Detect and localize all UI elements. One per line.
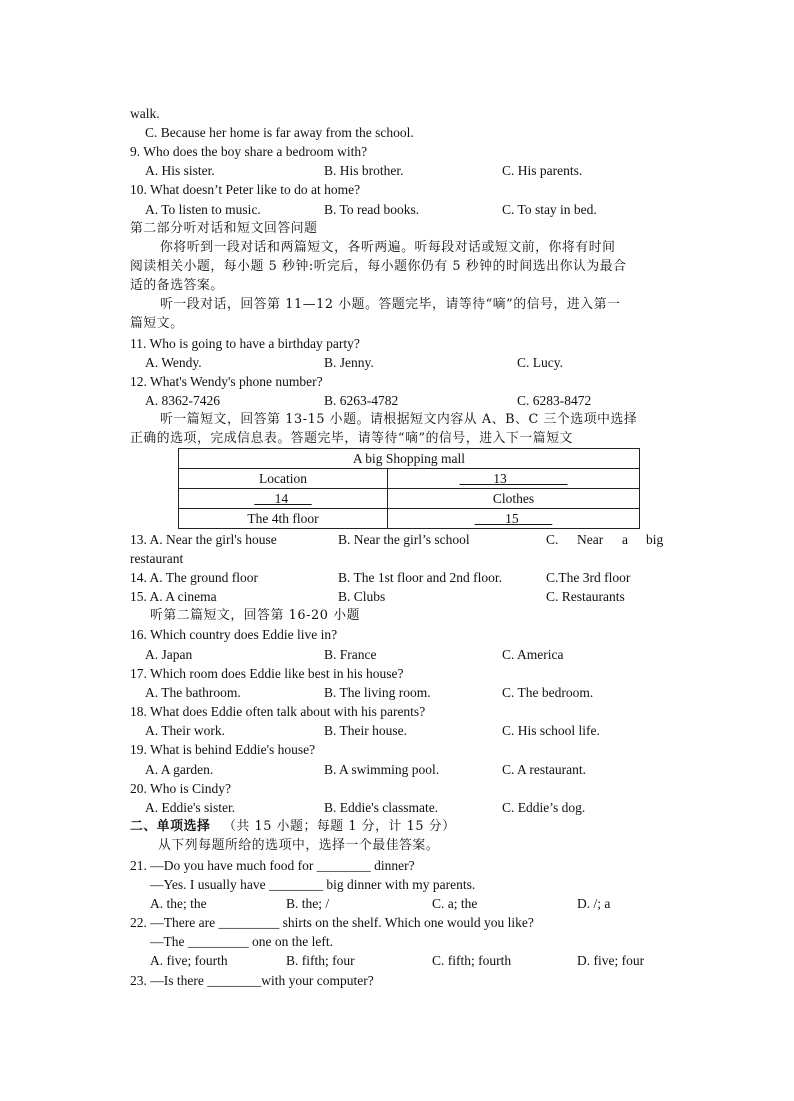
blank-15 — [475, 511, 553, 526]
option-b: B. His brother. — [324, 163, 404, 178]
option-c-word: big — [646, 532, 664, 547]
question-20: 20. Who is Cindy? — [130, 781, 231, 796]
table-cell-blank — [388, 509, 640, 529]
blank-14 — [254, 491, 311, 506]
option-a: A. five; fourth — [150, 953, 228, 968]
option-c: C. Lucy. — [517, 355, 563, 370]
option-a: A. A garden. — [145, 762, 214, 777]
part2-instructions: 阅读相关小题，每小题 5 秒钟:听完后，每小题你仍有 5 秒钟的时间选出你认为最合 — [130, 259, 627, 274]
option-c-label: C. — [546, 532, 559, 547]
info-table — [178, 448, 640, 529]
blank-13 — [460, 471, 568, 486]
part2-instructions: 适的备选答案。 — [130, 278, 224, 293]
option-b: B. To read books. — [324, 202, 420, 217]
question-9: 9. Who does the boy share a bedroom with? — [130, 144, 368, 159]
blank-number: 13 — [493, 470, 507, 486]
option-c: C. His parents. — [502, 163, 583, 178]
option-a: A. Wendy. — [145, 355, 202, 370]
question-19: 19. What is behind Eddie's house? — [130, 742, 316, 757]
option-a: A. Eddie's sister. — [145, 800, 236, 815]
option-b: B. the; / — [286, 896, 330, 911]
option-d: D. /; a — [577, 896, 611, 911]
option-b: B. Clubs — [338, 589, 386, 604]
option-c-word: Near — [577, 532, 604, 547]
option-c: C. a; the — [432, 896, 478, 911]
question-21-reply: —Yes. I usually have ________ big dinner with my parents. — [150, 877, 476, 892]
option-c: C. His school life. — [502, 723, 600, 738]
option-b: B. Near the girl’s school — [338, 532, 470, 547]
option-a: A. the; the — [150, 896, 207, 911]
text-line: walk. — [130, 106, 160, 121]
table-title: A big Shopping mall — [179, 449, 640, 469]
dialog-instructions: 听一段对话，回答第 11—12 小题。答题完毕，请等待“嘀”的信号，进入第一 — [160, 297, 621, 312]
option-a: A. Japan — [145, 647, 193, 662]
option-c-word: a — [622, 532, 628, 547]
part2-instructions: 你将听到一段对话和两篇短文，各听两遍。听每段对话或短文前，你将有时间 — [160, 240, 616, 255]
option-a: A. The bathroom. — [145, 685, 241, 700]
option-c: C. Eddie’s dog. — [502, 800, 586, 815]
option-c: C. To stay in bed. — [502, 202, 597, 217]
section-title: 二、单项选择 — [130, 819, 211, 834]
option-b: B. The living room. — [324, 685, 431, 700]
option-b: B. France — [324, 647, 377, 662]
option-c: C. A restaurant. — [502, 762, 586, 777]
option-b: B. Jenny. — [324, 355, 374, 370]
option-a: A. His sister. — [145, 163, 215, 178]
passage1-instructions: 正确的选项，完成信息表。答题完毕，请等待“嘀”的信号，进入下一篇短文 — [130, 431, 573, 446]
question-10: 10. What doesn’t Peter like to do at home? — [130, 182, 361, 197]
part2-title: 第二部分听对话和短文回答问题 — [130, 221, 318, 236]
option-a: A. 8362-7426 — [145, 393, 220, 408]
table-cell: Clothes — [388, 489, 640, 509]
blank-number: 15 — [505, 510, 519, 526]
option-c: C. America — [502, 647, 564, 662]
table-cell-blank — [179, 489, 388, 509]
option-c-word: restaurant — [130, 551, 184, 566]
question-18: 18. What does Eddie often talk about with his parents? — [130, 704, 426, 719]
dialog-instructions: 篇短文。 — [130, 316, 184, 331]
option-c: C. fifth; fourth — [432, 953, 512, 968]
section-instructions: 从下列每题所给的选项中，选择一个最佳答案。 — [158, 838, 440, 853]
question-17: 17. Which room does Eddie like best in his house? — [130, 666, 404, 681]
table-cell-blank — [388, 469, 640, 489]
table-cell: Location — [179, 469, 388, 489]
option-b: B. fifth; four — [286, 953, 355, 968]
option-a: A. To listen to music. — [145, 202, 261, 217]
option-a: 15. A. A cinema — [130, 589, 217, 604]
question-21: 21. —Do you have much food for ________ dinner? — [130, 858, 415, 873]
option-c: C. 6283-8472 — [517, 393, 592, 408]
question-12: 12. What's Wendy's phone number? — [130, 374, 323, 389]
table-cell: The 4th floor — [179, 509, 388, 529]
option-a: 14. A. The ground floor — [130, 570, 258, 585]
option-b: B. Their house. — [324, 723, 407, 738]
option-d: D. five; four — [577, 953, 645, 968]
blank-number: 14 — [274, 490, 289, 506]
option-b: B. 6263-4782 — [324, 393, 399, 408]
option-a: 13. A. Near the girl's house — [130, 532, 277, 547]
section-heading — [130, 817, 456, 836]
option-c: C.The 3rd floor — [546, 570, 631, 585]
question-23: 23. —Is there ________with your computer? — [130, 973, 374, 988]
option-c: C. Restaurants — [546, 589, 625, 604]
question-16: 16. Which country does Eddie live in? — [130, 627, 338, 642]
question-11: 11. Who is going to have a birthday party? — [130, 336, 360, 351]
section-note: （共 15 小题；每题 1 分，计 15 分） — [223, 819, 456, 834]
question-22: 22. —There are _________ shirts on the shelf. Which one would you like? — [130, 915, 534, 930]
option-c: C. Because her home is far away from the school. — [145, 125, 414, 140]
option-b: B. The 1st floor and 2nd floor. — [338, 570, 502, 585]
option-b: B. A swimming pool. — [324, 762, 440, 777]
passage2-instructions: 听第二篇短文，回答第 16-20 小题 — [150, 608, 360, 623]
option-b: B. Eddie's classmate. — [324, 800, 439, 815]
question-22-reply: —The _________ one on the left. — [150, 934, 333, 949]
passage1-instructions: 听一篇短文，回答第 13-15 小题。请根据短文内容从 A、B、C 三个选项中选择 — [160, 412, 638, 427]
option-c: C. The bedroom. — [502, 685, 594, 700]
option-a: A. Their work. — [145, 723, 225, 738]
